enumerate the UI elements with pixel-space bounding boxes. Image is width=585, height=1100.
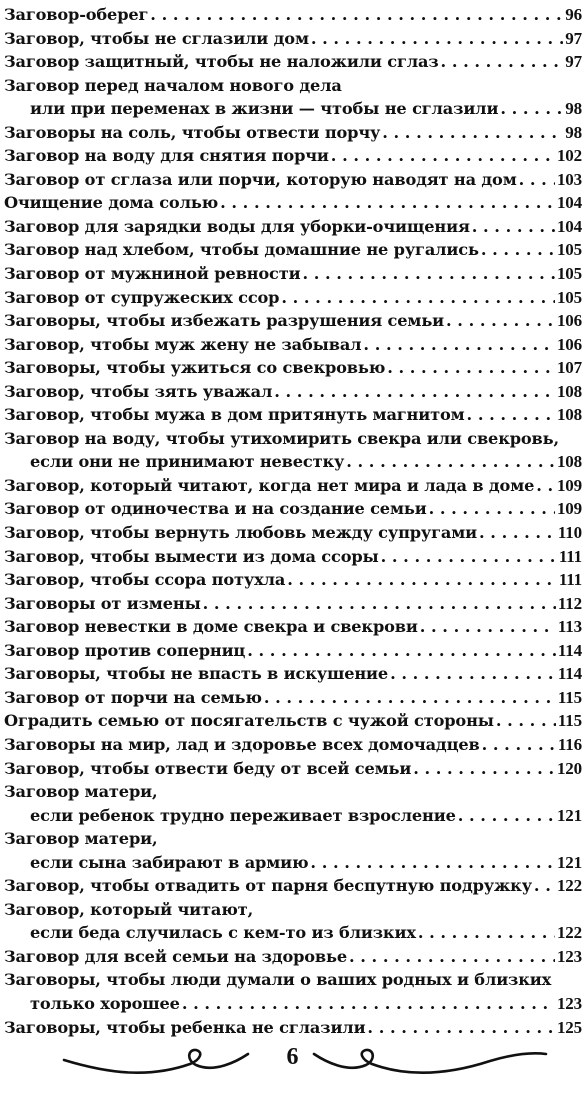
toc-leader-dots — [274, 380, 555, 404]
toc-entry-title: Заговоры на мир, лад и здоровье всех домочадцев — [4, 734, 480, 754]
toc-page-number: 120 — [556, 758, 582, 778]
toc-entry-title: Заговоры, чтобы люди думали о ваших родных и близких — [4, 970, 552, 990]
toc-leader-dots — [203, 592, 556, 616]
toc-leader-dots — [381, 545, 557, 569]
toc-entry-line — [4, 1016, 582, 1040]
toc-entry-line — [4, 286, 582, 310]
toc-leader-dots — [382, 121, 563, 145]
toc-entry-line — [4, 592, 582, 616]
toc-entry-title: если беда случилась с кем-то из близких — [30, 923, 416, 943]
toc-entry-line — [4, 3, 582, 27]
toc-entry-title: Заговор на воду для снятия порчи — [4, 146, 329, 166]
page-footer — [0, 1038, 585, 1100]
toc-leader-dots — [247, 639, 556, 663]
toc-entry-title: Заговоры, чтобы не впасть в искушение — [4, 664, 389, 684]
toc-entry-line — [4, 50, 582, 74]
toc-entry-line — [4, 757, 582, 781]
toc-leader-dots — [420, 615, 556, 639]
toc-page-number: 108 — [556, 452, 582, 472]
toc-entry-title: Заговор для всей семьи на здоровье — [4, 946, 348, 966]
toc-page-number: 106 — [556, 311, 582, 331]
toc-entry-line — [4, 27, 582, 51]
toc-entry-title: Заговор перед началом нового дела — [4, 75, 342, 95]
toc-entry-line — [4, 945, 582, 969]
toc-page-number: 107 — [556, 358, 582, 378]
toc-entry-line — [4, 121, 582, 145]
toc-entry-line — [4, 733, 582, 757]
toc-entry-title: Заговор от супружеских ссор — [4, 287, 280, 307]
toc-leader-dots — [331, 144, 555, 168]
toc-entry-line — [4, 874, 582, 898]
toc-entry-line — [4, 898, 582, 922]
toc-entry-title: Заговоры от измены — [4, 593, 201, 613]
toc-entry-line — [4, 356, 582, 380]
toc-page-number: 116 — [557, 734, 582, 754]
toc-leader-dots — [264, 686, 556, 710]
toc-entry-line — [4, 74, 582, 98]
toc-entry-line — [4, 615, 582, 639]
toc-entry-title: Заговоры, чтобы ужиться со свекровью — [4, 358, 386, 378]
toc-leader-dots — [346, 450, 555, 474]
toc-entry-title: Заговор, чтобы отвадить от парня беспутную подружку — [4, 876, 532, 896]
toc-page-number: 114 — [557, 640, 582, 660]
toc-page-number: 123 — [556, 946, 582, 966]
toc-leader-dots — [182, 992, 555, 1016]
toc-leader-dots — [363, 333, 555, 357]
toc-entry-line — [4, 309, 582, 333]
toc-leader-dots — [387, 356, 555, 380]
toc-entry-title: Заговоры на соль, чтобы отвести порчу — [4, 122, 381, 142]
toc-leader-dots — [446, 309, 555, 333]
toc-leader-dots — [467, 403, 555, 427]
toc-page-number: 105 — [556, 287, 582, 307]
toc-entry-title: Заговоры, чтобы ребенка не сглазили — [4, 1017, 366, 1037]
toc-leader-dots — [429, 497, 555, 521]
toc-entry-line — [4, 568, 582, 592]
toc-entry-line — [4, 521, 582, 545]
toc-leader-dots — [496, 709, 556, 733]
toc-leader-dots — [367, 1016, 555, 1040]
toc-entry-title: Заговор, чтобы мужа в дом притянуть магнитом — [4, 405, 465, 425]
toc-entry-line — [4, 497, 582, 521]
toc-page-number: 96 — [565, 5, 582, 24]
toc-page-number: 115 — [557, 711, 582, 731]
toc-entry-title: Заговор матери, — [4, 829, 158, 849]
toc-entry-title: Заговор, который читают, когда нет мира и лада в доме — [4, 475, 535, 495]
toc-page-number: 113 — [557, 617, 582, 637]
toc-entry-line — [4, 827, 582, 851]
toc-leader-dots — [519, 168, 555, 192]
toc-entry-line — [4, 662, 582, 686]
toc-leader-dots — [472, 215, 555, 239]
toc-leader-dots — [310, 851, 555, 875]
toc-entry-title: Заговор, чтобы не сглазили дом — [4, 28, 309, 48]
toc-entry-line — [4, 333, 582, 357]
toc-entry-title: Заговор, чтобы вымести из дома ссоры — [4, 546, 379, 566]
toc-entry-title: Заговор, чтобы вернуть любовь между супругами — [4, 523, 478, 543]
toc-page-number: 104 — [556, 216, 582, 236]
toc-entry-title: Заговор от мужниной ревности — [4, 264, 301, 284]
toc-page-number: 112 — [557, 593, 582, 613]
toc-page-number: 108 — [556, 381, 582, 401]
toc-entry-line — [4, 804, 582, 828]
toc-page-number: 111 — [558, 546, 582, 566]
toc-entry-title: Заговор против соперниц — [4, 640, 246, 660]
toc-page-number: 125 — [556, 1017, 582, 1037]
toc-entry-title: если сына забирают в армию — [30, 852, 309, 872]
toc-entry-line — [4, 380, 582, 404]
toc-page-number: 123 — [556, 993, 582, 1013]
toc-entry-line — [4, 427, 582, 451]
toc-leader-dots — [302, 262, 554, 286]
toc-page-number: 114 — [557, 664, 582, 684]
toc-page-number: 105 — [556, 240, 582, 260]
toc-page-number: 110 — [557, 523, 582, 543]
toc-leader-dots — [500, 97, 563, 121]
toc-entry-line — [4, 639, 582, 663]
toc-page-number: 98 — [565, 99, 582, 119]
toc-entry-line — [4, 144, 582, 168]
toc-entry-line — [4, 450, 582, 474]
toc-page-number: 111 — [558, 570, 582, 590]
toc-entry-title: или при переменах в жизни — чтобы не сглазили — [30, 99, 499, 119]
toc-page-number: 103 — [556, 169, 582, 189]
toc-entry-line — [4, 780, 582, 804]
toc-entry-title: Заговор защитный, чтобы не наложили сглаз — [4, 52, 439, 72]
toc-leader-dots — [150, 3, 563, 27]
toc-entry-line — [4, 215, 582, 239]
toc-entry-title: Заговор от сглаза или порчи, которую наводят на дом — [4, 169, 517, 189]
toc-page-number: 121 — [556, 852, 582, 872]
toc-leader-dots — [536, 474, 555, 498]
toc-leader-dots — [349, 945, 555, 969]
toc-entry-title: Заговоры, чтобы избежать разрушения семьи — [4, 311, 445, 331]
table-of-contents — [4, 3, 582, 1039]
toc-leader-dots — [418, 921, 555, 945]
toc-entry-line — [4, 709, 582, 733]
toc-entry-line — [4, 686, 582, 710]
toc-entry-title: если ребенок трудно переживает взросление — [30, 805, 456, 825]
toc-leader-dots — [479, 521, 556, 545]
toc-entry-line — [4, 262, 582, 286]
toc-entry-title: Заговор для зарядки воды для уборки-очищения — [4, 216, 470, 236]
toc-leader-dots — [413, 757, 555, 781]
toc-page-number: 122 — [556, 876, 582, 896]
toc-leader-dots — [458, 804, 555, 828]
toc-page-number: 108 — [556, 405, 582, 425]
toc-leader-dots — [534, 874, 555, 898]
toc-entry-title: Заговор невестки в доме свекра и свекрови — [4, 617, 418, 637]
toc-entry-line — [4, 968, 582, 992]
toc-page-number: 97 — [565, 52, 582, 72]
toc-entry-line — [4, 992, 582, 1016]
toc-leader-dots — [287, 568, 557, 592]
toc-leader-dots — [481, 238, 555, 262]
toc-leader-dots — [441, 50, 564, 74]
toc-page-number: 106 — [556, 334, 582, 354]
toc-entry-title: Заговор, чтобы зять уважал — [4, 381, 273, 401]
toc-page-number: 109 — [556, 475, 582, 495]
toc-page-number: 102 — [556, 146, 582, 166]
toc-entry-title: Заговор, чтобы ссора потухла — [4, 570, 286, 590]
toc-entry-line — [4, 238, 582, 262]
toc-entry-title: Заговор от одиночества и на создание семьи — [4, 499, 427, 519]
toc-entry-title: Заговор на воду, чтобы утихомирить свекра или свекровь, — [4, 428, 559, 448]
toc-entry-line — [4, 474, 582, 498]
toc-page-number: 121 — [556, 805, 582, 825]
toc-entry-title: Очищение дома солью — [4, 193, 219, 213]
toc-leader-dots — [311, 27, 563, 51]
toc-page-number: 104 — [556, 193, 582, 213]
toc-entry-title: Заговор-оберег — [4, 5, 149, 24]
toc-page-number: 97 — [565, 28, 582, 48]
toc-entry-line — [4, 851, 582, 875]
page-number: 6 — [286, 1044, 299, 1070]
toc-leader-dots — [482, 733, 556, 757]
toc-leader-dots — [281, 286, 555, 310]
toc-page-number: 98 — [565, 122, 582, 142]
toc-entry-line — [4, 545, 582, 569]
toc-page-number: 115 — [557, 687, 582, 707]
toc-entry-title: если они не принимают невестку — [30, 452, 345, 472]
toc-entry-line — [4, 921, 582, 945]
toc-entry-title: Заговор, чтобы муж жену не забывал — [4, 334, 362, 354]
toc-entry-line — [4, 97, 582, 121]
toc-entry-title: Заговор матери, — [4, 782, 158, 802]
toc-leader-dots — [220, 191, 555, 215]
toc-entry-line — [4, 403, 582, 427]
toc-page-number: 109 — [556, 499, 582, 519]
toc-entry-line — [4, 191, 582, 215]
toc-entry-title: Заговор над хлебом, чтобы домашние не ругались — [4, 240, 479, 260]
toc-page-number: 122 — [556, 923, 582, 943]
toc-entry-line — [4, 168, 582, 192]
toc-entry-title: Заговор от порчи на семью — [4, 687, 262, 707]
toc-page-number: 105 — [556, 264, 582, 284]
toc-entry-title: Оградить семью от посягательств с чужой стороны — [4, 711, 494, 731]
toc-entry-title: только хорошее — [30, 993, 180, 1013]
toc-leader-dots — [390, 662, 556, 686]
toc-entry-title: Заговор, чтобы отвести беду от всей семьи — [4, 758, 412, 778]
toc-entry-title: Заговор, который читают, — [4, 899, 254, 919]
